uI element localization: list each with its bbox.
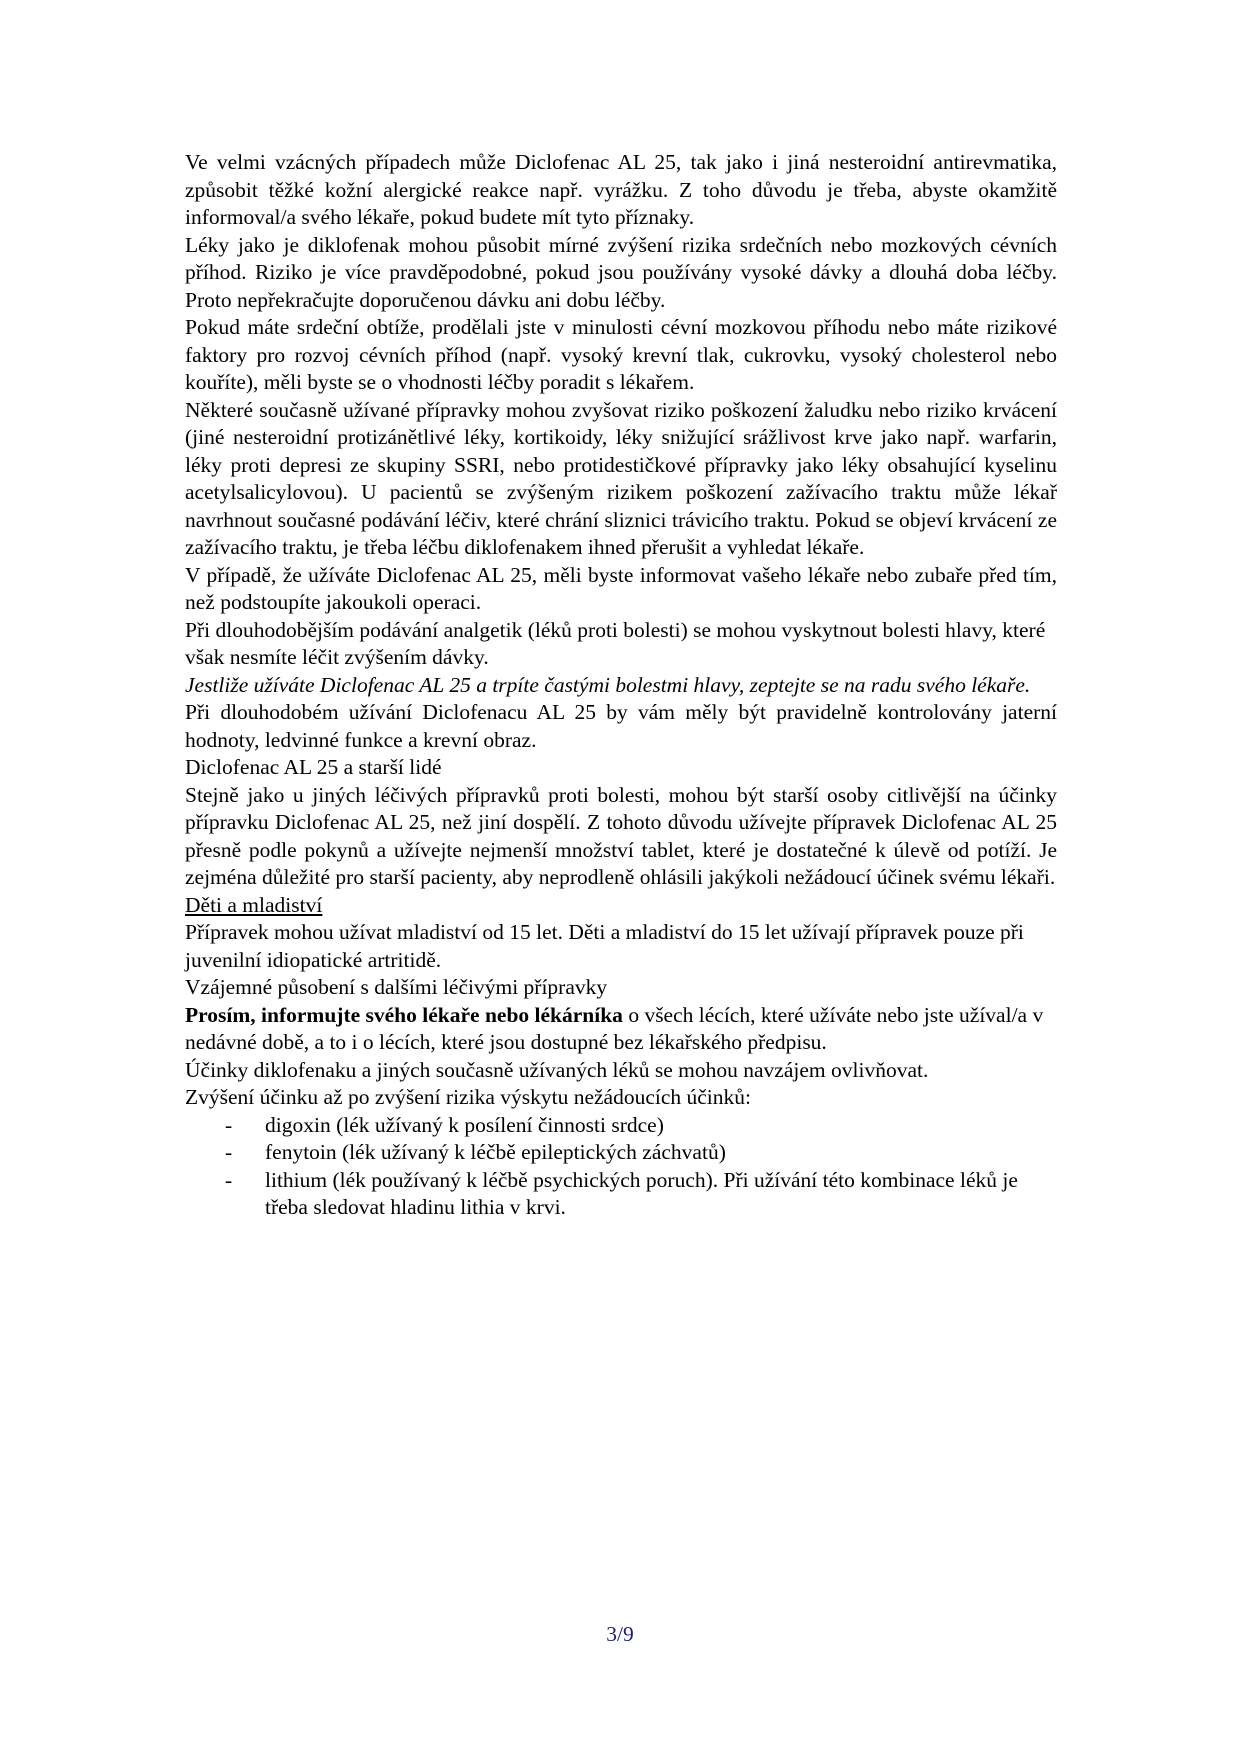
list-item-dash: - [225, 1167, 233, 1192]
heading-children: Děti a mladiství [185, 892, 323, 917]
list-item-text: lithium (lék používaný k léčbě psychických poruch). Při užívání této kombinace léků je třeba sledovat hladinu lithia v krvi. [265, 1167, 1018, 1219]
paragraph-cardiovascular-risk: Léky jako je diklofenak mohou působit mírné zvýšení rizika srdečních nebo mozkových cévních příhod. Riziko je více pravděpodobné, pokud jsou používány vysoké dávky a dlouhá doba léčby. Proto nepřekračujte doporučenou dávku ani dobu léčby. [185, 232, 1057, 312]
paragraph-rare-cases: Ve velmi vzácných případech může Diclofenac AL 25, tak jako i jiná nesteroidní antirevmatika, způsobit těžké kožní alergické reakce např. vyrážku. Z toho důvodu je třeba, abyste okamžitě informoval/a svého lékaře, pokud budete mít tyto příznaky. [185, 150, 1057, 229]
paragraph-heart-conditions: Pokud máte srdeční obtíže, prodělali jste v minulosti cévní mozkovou příhodu nebo máte rizikové faktory pro rozvoj cévních příhod (např. vysoký krevní tlak, cukrovku, vysoký cholesterol nebo kouříte), měli byste se o vhodnosti léčby poradit s lékařem. [185, 315, 1057, 394]
page-number: 3/9 [606, 1622, 634, 1646]
list-item [185, 1139, 1057, 1167]
drug-interaction-list [185, 1112, 1057, 1222]
list-item [185, 1112, 1057, 1140]
heading-elderly: Diclofenac AL 25 a starší lidé [185, 755, 442, 779]
list-item-dash: - [225, 1140, 233, 1164]
paragraph-surgery-notice: V případě, že užíváte Diclofenac AL 25, měli byste informovat vašeho lékaře nebo zubaře před tím, než podstoupíte jakoukoli operaci. [185, 562, 1057, 614]
paragraph-interaction-effects: Účinky diklofenaku a jiných současně užívaných léků se mohou navzájem ovlivňovat. [185, 1057, 929, 1082]
list-item-dash: - [225, 1112, 233, 1137]
list-item-text: digoxin (lék užívaný k posílení činnosti srdce) [265, 1112, 664, 1137]
paragraph-analgesics-headache: Při dlouhodobějším podávání analgetik (léků proti bolesti) se mohou vyskytnout bolesti hlavy, které však nesmíte léčit zvýšením dávky. [185, 617, 1046, 669]
paragraph-elderly: Stejně jako u jiných léčivých přípravků proti bolesti, mohou být starší osoby citlivější na účinky přípravku Diclofenac AL 25, než jiní dospělí. Z tohoto důvodu užívejte přípravek Diclofenac AL 25 přesně podle pokynů a užívejte nejmenší množství tablet, které je dostatečné k úlevě od potíží. Je zejména důležité pro starší pacienty, aby neprodleně ohlásili jakýkoli nežádoucí účinek svému lékaři. [185, 782, 1057, 889]
list-item [185, 1167, 1057, 1222]
interactions-intro-bold-text: Prosím, informujte svého lékaře nebo lékárníka [185, 1002, 623, 1027]
paragraph-interactions-intro [185, 1002, 1057, 1057]
heading-interactions: Vzájemné působení s dalšími léčivými přípravky [185, 975, 608, 999]
list-item-text: fenytoin (lék užívaný k léčbě epileptických záchvatů) [265, 1140, 726, 1164]
paragraph-effect-increase: Zvýšení účinku až po zvýšení rizika výskytu nežádoucích účinků: [185, 1085, 752, 1109]
paragraph-stomach-bleeding-risk: Některé současně užívané přípravky mohou zvyšovat riziko poškození žaludku nebo riziko krvácení (jiné nesteroidní protizánětlivé léky, kortikoidy, léky snižující srážlivost krve jako např. warfarin, léky proti depresi ze skupiny SSRI, nebo protidestičkové přípravky jako léky obsahující kyselinu acetylsalicylovou). U pacientů se zvýšeným rizikem poškození zažívacího traktu může lékař navrhnout současné podávání léčiv, které chrání sliznici trávicího traktu. Pokud se objeví krvácení ze zažívacího traktu, je třeba léčbu diklofenakem ihned přerušit a vyhledat lékaře. [185, 397, 1057, 559]
paragraph-headache-advice-italic: Jestliže užíváte Diclofenac AL 25 a trpíte častými bolestmi hlavy, zeptejte se na radu svého lékaře. [185, 672, 1031, 697]
interactions-intro-rest-text: o všech lécích, které užíváte nebo jste užíval/a v nedávné době, a to i o lécích, které jsou dostupné bez lékařského předpisu. [185, 1002, 1044, 1054]
paragraph-children: Přípravek mohou užívat mladiství od 15 let. Děti a mladiství do 15 let užívají přípravek pouze při juvenilní idiopatické artritidě. [185, 920, 1024, 972]
paragraph-longterm-monitoring: Při dlouhodobém užívání Diclofenacu AL 25 by vám měly být pravidelně kontrolovány jaterní hodnoty, ledvinné funkce a krevní obraz. [185, 700, 1057, 752]
